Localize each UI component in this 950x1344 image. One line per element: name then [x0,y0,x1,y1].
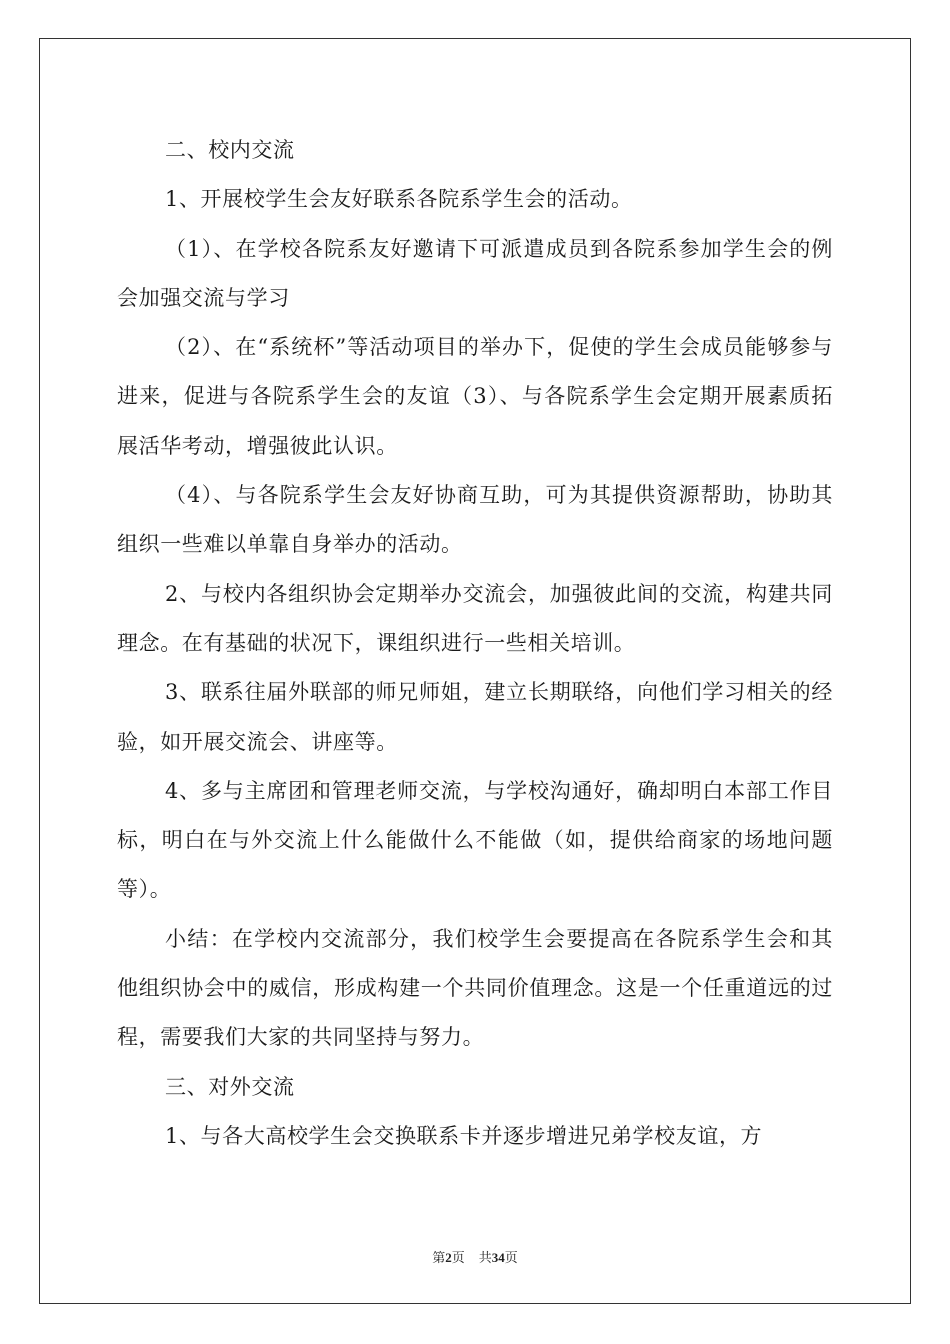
section-heading-campus-exchange: 二、校内交流 [165,138,295,162]
paragraph-item-2: 2、与校内各组织协会定期举办交流会，加强彼此间的交流，构建共同理念。在有基础的状况下，课组织进行一些相关培训。 [117,581,833,655]
paragraph-item-4: 4、多与主席团和管理老师交流，与学校沟通好，确却明白本部工作目标，明白在与外交流上什么能做什么不能做（如，提供给商家的场地问题等）。 [117,778,833,902]
page-prefix: 第 [432,1251,446,1266]
total-pages: 34 [491,1250,505,1265]
paragraph-subitem-2-3: （2）、在“系统杯”等活动项目的举办下，促使的学生会成员能够参与进来，促进与各院系学生会的友谊（3）、与各院系学生会定期开展素质拓展活华考动，增强彼此认识。 [117,335,833,458]
page-footer [0,1247,950,1266]
paragraph-summary: 小结：在学校内交流部分，我们校学生会要提高在各院系学生会和其他组织协会中的威信，形成构建一个共同价值理念。这是一个任重道远的过程，需要我们大家的共同坚持与努力。 [117,926,833,1050]
paragraph-item-1: 1、开展校学生会友好联系各院系学生会的活动。 [165,187,633,212]
paragraph-subitem-1: （1）、在学校各院系友好邀请下可派遣成员到各院系参加学生会的例会加强交流与学习 [117,236,833,310]
total-prefix: 共 [478,1251,492,1266]
document-body [117,126,833,1161]
section-heading-external-exchange: 三、对外交流 [165,1074,295,1099]
paragraph-item-3: 3、联系往届外联部的师兄师姐，建立长期联络，向他们学习相关的经验，如开展交流会、讲座等。 [117,680,833,754]
paragraph-subitem-4: （4）、与各院系学生会友好协商互助，可为其提供资源帮助，协助其组织一些难以单靠自身举办的活动。 [117,483,833,557]
total-suffix: 页 [504,1251,518,1266]
page-number: 2 [445,1250,452,1265]
page-suffix: 页 [451,1251,465,1266]
paragraph-external-item-1: 1、与各大高校学生会交换联系卡并逐步增进兄弟学校友谊，方 [165,1123,763,1148]
